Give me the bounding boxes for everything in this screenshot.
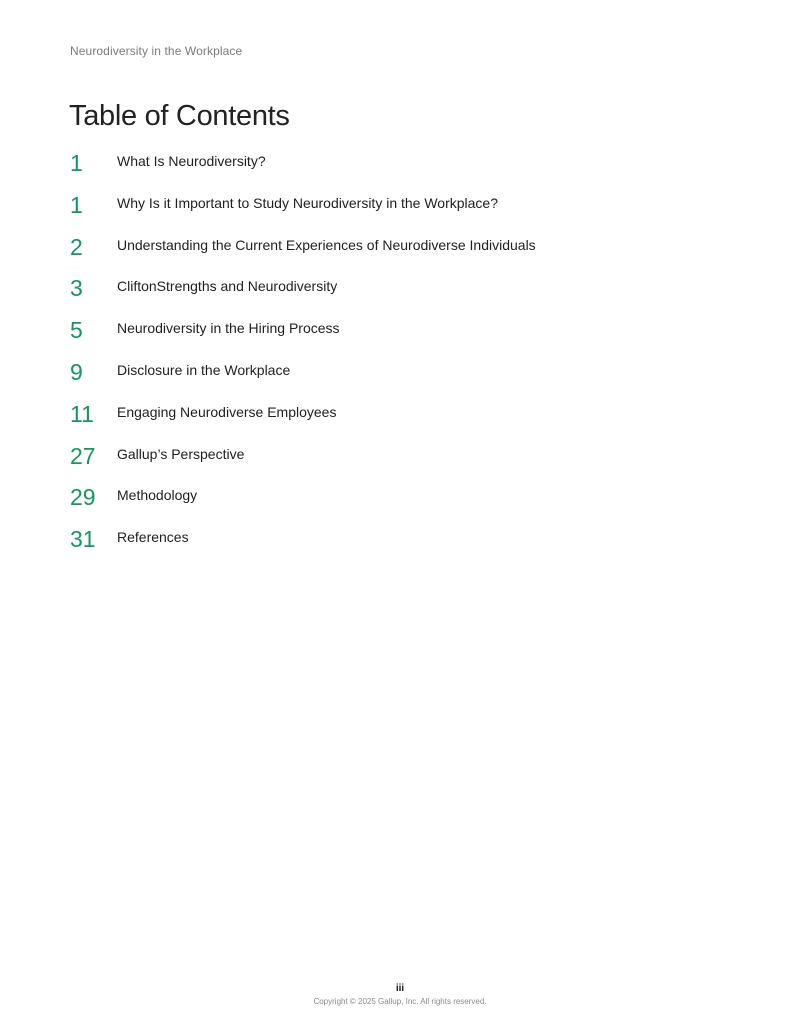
- toc-entry-cliftonstrengths[interactable]: [70, 277, 730, 319]
- toc-page-number: 29: [70, 484, 96, 511]
- toc-entry-label: Gallup’s Perspective: [117, 445, 245, 462]
- toc-entry-label: References: [117, 529, 189, 546]
- toc-page-number: 1: [70, 191, 83, 218]
- toc-page-number: 31: [70, 526, 96, 553]
- toc-page-number: 3: [70, 275, 83, 302]
- toc-entry-references[interactable]: [70, 528, 730, 570]
- toc-entry-what-is-neurodiversity[interactable]: [70, 152, 730, 194]
- toc-page-number: 5: [70, 317, 83, 344]
- toc-page-number: 11: [70, 400, 94, 427]
- page-title: Table of Contents: [69, 100, 290, 132]
- toc-entry-label: CliftonStrengths and Neurodiversity: [117, 278, 338, 295]
- toc-entry-current-experiences[interactable]: [70, 233, 730, 278]
- footer-copyright: Copyright © 2025 Gallup, Inc. All rights reserved.: [313, 997, 487, 1006]
- toc-entry-label: Understanding the Current Experiences of Neurodiverse Individuals: [117, 236, 536, 253]
- running-header: Neurodiversity in the Workplace: [70, 44, 243, 58]
- toc-entry-label: Why Is it Important to Study Neurodiversity in the Workplace?: [117, 194, 499, 211]
- toc-entry-label: What Is Neurodiversity?: [117, 153, 266, 169]
- table-of-contents: [70, 152, 730, 570]
- toc-entry-disclosure[interactable]: [70, 358, 730, 403]
- toc-entry-label: Neurodiversity in the Hiring Process: [117, 320, 340, 337]
- toc-page-number: 9: [70, 358, 83, 385]
- toc-entry-hiring-process[interactable]: [70, 319, 730, 361]
- toc-entry-why-important[interactable]: [70, 191, 730, 236]
- toc-page-number: 2: [70, 233, 83, 260]
- toc-entry-label: Disclosure in the Workplace: [117, 361, 291, 378]
- toc-entry-engaging-employees[interactable]: [70, 400, 730, 445]
- footer-page-number: iii: [395, 983, 405, 994]
- toc-entry-methodology[interactable]: [70, 486, 730, 528]
- toc-page-number: 27: [70, 442, 96, 469]
- toc-entry-label: Methodology: [117, 487, 198, 504]
- toc-entry-gallups-perspective[interactable]: [70, 442, 730, 487]
- toc-page-number: 1: [70, 150, 83, 176]
- toc-entry-label: Engaging Neurodiverse Employees: [117, 403, 337, 420]
